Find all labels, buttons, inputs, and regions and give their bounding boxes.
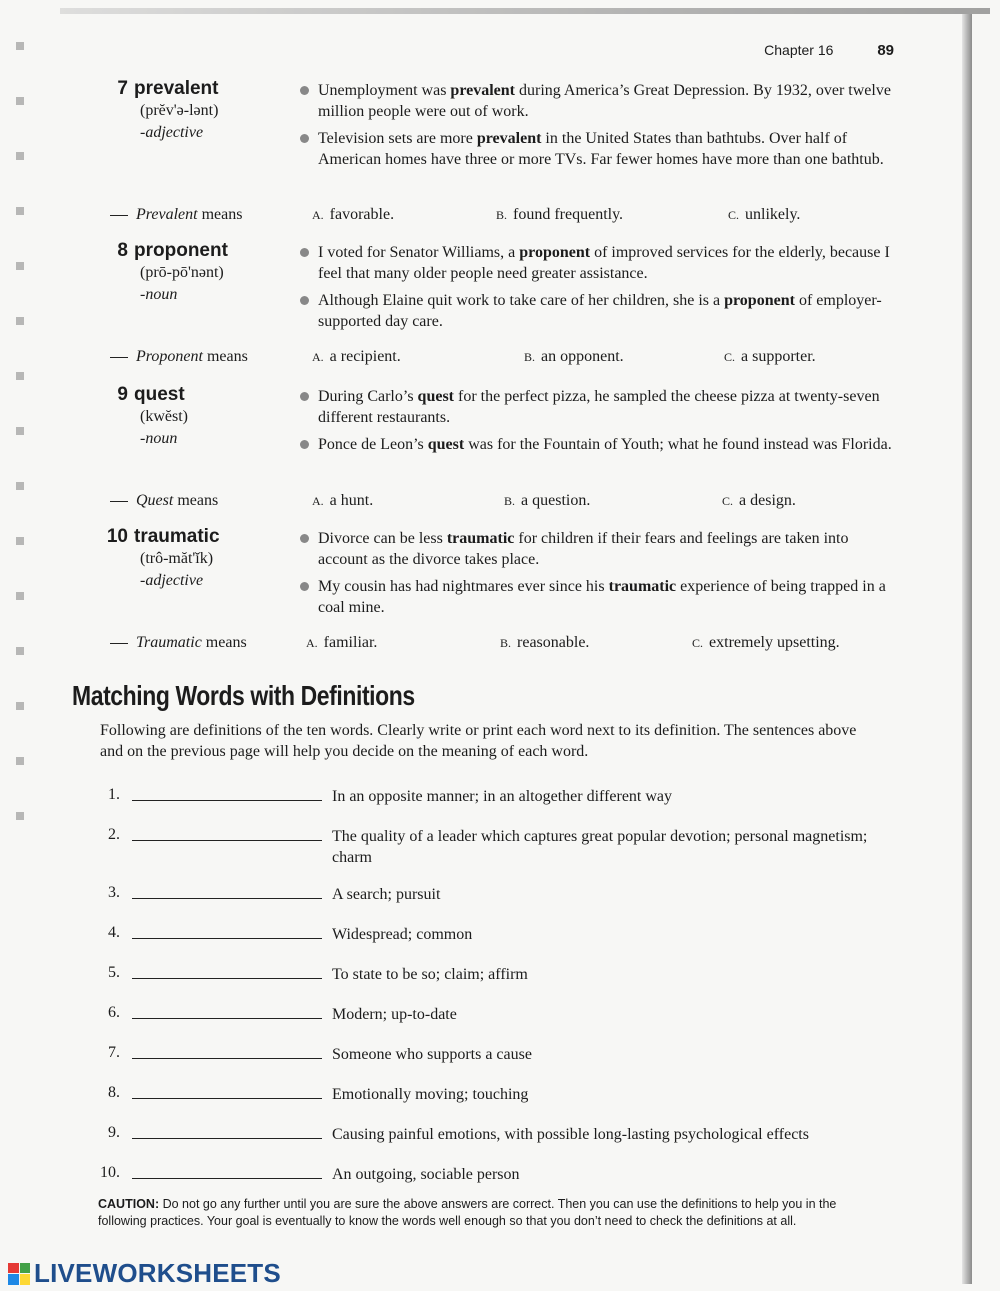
bullet-icon [300,392,309,401]
entry-number: 8 [117,240,128,261]
entry-word: traumatic [134,526,220,547]
answer-option[interactable] [504,492,590,510]
highlighted-word: proponent [724,292,795,309]
means-question [110,206,910,224]
example-sentence: Although Elaine quit work to take care of her children, she is a proponent of employer-supported day care. [298,290,898,332]
pronunciation: (trô-măt'ĭk) [140,550,214,567]
definition-row [90,1004,890,1044]
bullet-icon [300,248,309,257]
answer-blank[interactable] [110,643,128,644]
definition-row [90,826,890,884]
example-sentence: Unemployment was prevalent during America’s Great Depression. By 1932, over twelve million people were out of work. [298,80,898,122]
definition-row [90,1084,890,1124]
caution-text: Do not go any further until you are sure the above answers are correct. Then you can use the definitions to help you in the following practices. Your goal is eventually to know the words well enough so that you don’t need to check the definitions at all. [98,1197,837,1228]
liveworksheets-logo[interactable] [8,1258,281,1289]
part-of-speech: -adjective [140,572,204,589]
definition-text: Emotionally moving; touching [332,1086,529,1103]
entry-number: 9 [117,384,128,405]
answer-option[interactable] [500,634,589,652]
entry-heading [100,78,280,144]
definition-number: 6. [108,1004,120,1021]
answer-option[interactable] [312,492,373,510]
answer-line[interactable] [132,800,322,801]
definition-text: The quality of a leader which captures great popular devotion; personal magnetism; charm [332,828,868,866]
answer-option[interactable] [312,206,394,224]
option-letter: A. [312,208,324,222]
definition-row [90,1044,890,1084]
answer-line[interactable] [132,978,322,979]
highlighted-word: prevalent [476,130,542,147]
example-sentence: Ponce de Leon’s quest was for the Fountain of Youth; what he found instead was Florida. [298,434,898,455]
highlighted-word: quest [427,436,465,453]
answer-line[interactable] [132,1058,322,1059]
definition-row [90,786,890,826]
option-text: favorable. [329,206,395,223]
entry-word: proponent [134,240,228,261]
headword [100,240,280,262]
option-letter: C. [728,208,740,222]
example-sentence: I voted for Senator Williams, a proponent of improved services for the elderly, because I feel that many older people need greater assistance. [298,242,898,284]
means-question [110,492,910,510]
means-word: Quest [136,492,174,509]
answer-option[interactable] [306,634,377,652]
pronunciation: (prĕv'ə-lənt) [140,102,219,119]
means-question [110,348,910,366]
chapter-label: Chapter 16 [764,42,834,58]
entry-word: quest [134,384,185,405]
means-question [110,634,910,652]
definition-row [90,884,890,924]
definition-text: Modern; up-to-date [332,1006,457,1023]
answer-line[interactable] [132,840,322,841]
answer-option[interactable] [524,348,624,366]
means-word: Proponent [136,348,203,365]
entry-heading [100,384,280,450]
highlighted-word: traumatic [608,578,677,595]
answer-option[interactable] [496,206,623,224]
answer-option[interactable] [728,206,800,224]
answer-option[interactable] [312,348,401,366]
definition-text: An outgoing, sociable person [332,1166,520,1183]
example-sentences [298,242,898,338]
answer-line[interactable] [132,1178,322,1179]
option-text: found frequently. [513,206,624,223]
headword [100,526,280,548]
means-word: Prevalent [136,206,198,223]
bullet-icon [300,134,309,143]
pronunciation: (kwĕst) [140,408,188,425]
definition-number: 5. [108,964,120,981]
section-title: Matching Words with Definitions [72,680,415,711]
answer-line[interactable] [132,938,322,939]
page-header [764,42,894,59]
answer-line[interactable] [132,1138,322,1139]
option-text: a hunt. [329,492,374,509]
logo-square [20,1263,31,1274]
means-label: means [173,492,219,509]
example-sentence: Television sets are more prevalent in the United States than bathtubs. Over half of American homes have three or more TVs. Far fewer homes have more than one bathtub. [298,128,898,170]
example-sentences [298,528,898,624]
answer-blank[interactable] [110,357,128,358]
part-of-speech: -noun [140,430,178,447]
part-of-speech: -noun [140,286,178,303]
answer-option[interactable] [724,348,816,366]
means-word: Traumatic [136,634,202,651]
entry-number: 7 [117,78,128,99]
entry-heading [100,526,280,592]
example-sentence: During Carlo’s quest for the perfect pizza, he sampled the cheese pizza at twenty-seven different restaurants. [298,386,898,428]
caution-label: CAUTION: [98,1197,160,1211]
option-letter: C. [692,636,704,650]
example-sentences [298,80,898,176]
definition-text: A search; pursuit [332,886,441,903]
definition-row [90,964,890,1004]
logo-square [8,1263,19,1274]
definition-row [90,1124,890,1164]
option-letter: A. [312,350,324,364]
definition-row [90,924,890,964]
page-number: 89 [877,42,894,59]
definition-number: 10. [100,1164,120,1181]
option-text: a supporter. [741,348,816,365]
entry-word: prevalent [134,78,219,99]
option-text: a recipient. [329,348,401,365]
definition-text: Someone who supports a cause [332,1046,532,1063]
definition-number: 9. [108,1124,120,1141]
headword [100,384,280,406]
caution-note [98,1196,878,1230]
pronunciation: (prō-pō'nənt) [140,264,224,281]
answer-line[interactable] [132,1018,322,1019]
bullet-icon [300,86,309,95]
bullet-icon [300,296,309,305]
bullet-icon [300,534,309,543]
option-letter: B. [500,636,512,650]
logo-square [8,1274,19,1285]
definition-number: 8. [108,1084,120,1101]
answer-option[interactable] [692,634,840,652]
entry-number: 10 [106,526,128,547]
logo-text: LIVEWORKSHEETS [34,1258,281,1288]
headword [100,78,280,100]
answer-line[interactable] [132,1098,322,1099]
option-text: reasonable. [517,634,590,651]
example-sentence: My cousin has had nightmares ever since his traumatic experience of being trapped in a coal mine. [298,576,898,618]
logo-square [20,1274,31,1285]
bullet-icon [300,440,309,449]
option-text: an opponent. [541,348,624,365]
option-text: a design. [739,492,796,509]
instructions: Following are definitions of the ten words. Clearly write or print each word next to its definition. The sentences above and on the previous page will help you decide on the meaning of each word. [100,722,857,760]
option-letter: B. [524,350,536,364]
bullet-icon [300,582,309,591]
definition-number: 7. [108,1044,120,1061]
definition-number: 1. [108,786,120,803]
definition-text: Widespread; common [332,926,473,943]
highlighted-word: quest [417,388,454,405]
option-text: familiar. [323,634,378,651]
part-of-speech: -adjective [140,124,204,141]
option-letter: A. [312,494,324,508]
option-letter: C. [724,350,736,364]
answer-option[interactable] [722,492,796,510]
answer-blank[interactable] [110,501,128,502]
answer-line[interactable] [132,898,322,899]
example-sentences [298,386,898,461]
option-text: unlikely. [745,206,801,223]
option-text: a question. [521,492,591,509]
definitions-list [90,786,890,1204]
definition-text: To state to be so; claim; affirm [332,966,528,983]
option-letter: B. [496,208,508,222]
page-binding-edge [962,14,972,1284]
means-label: means [201,634,247,651]
highlighted-word: proponent [519,244,591,261]
means-label: means [197,206,243,223]
definition-text: In an opposite manner; in an altogether different way [332,788,673,805]
definition-number: 3. [108,884,120,901]
highlighted-word: prevalent [450,82,516,99]
option-text: extremely upsetting. [709,634,840,651]
means-label: means [202,348,248,365]
scan-margin-marks [16,20,24,840]
definition-number: 4. [108,924,120,941]
definition-number: 2. [108,826,120,843]
highlighted-word: traumatic [446,530,515,547]
entry-heading [100,240,280,306]
option-letter: C. [722,494,734,508]
answer-blank[interactable] [110,215,128,216]
definition-text: Causing painful emotions, with possible long-lasting psychological effects [332,1126,809,1143]
example-sentence: Divorce can be less traumatic for children if their fears and feelings are taken into account as the divorce takes place. [298,528,898,570]
option-letter: B. [504,494,516,508]
page-top-edge [60,8,990,14]
logo-icon [8,1263,30,1285]
option-letter: A. [306,636,318,650]
